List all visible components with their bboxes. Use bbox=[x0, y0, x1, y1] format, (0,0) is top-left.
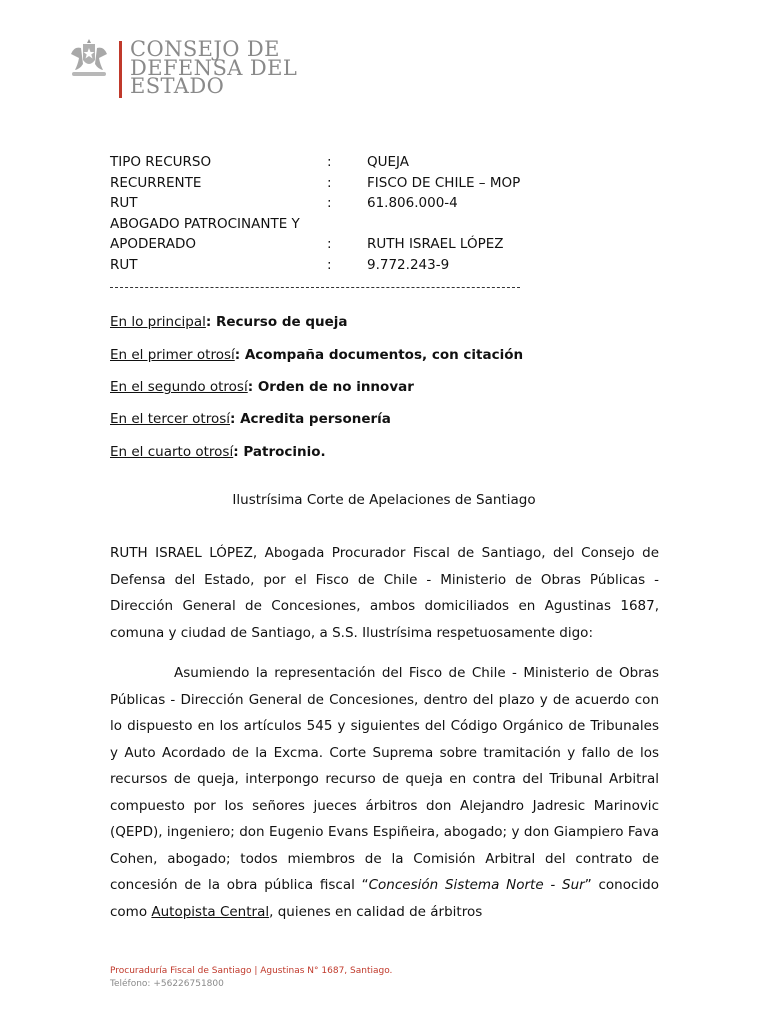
field-colon: : bbox=[327, 174, 332, 191]
sumilla-text: Orden de no innovar bbox=[257, 379, 414, 395]
field-value: QUEJA bbox=[367, 154, 410, 170]
field-colon: : bbox=[327, 236, 332, 252]
sumilla-separator: : bbox=[234, 347, 245, 363]
sumilla-line bbox=[110, 379, 414, 395]
body-text: , quienes en calidad de árbitros bbox=[269, 903, 483, 920]
sumilla-label: En lo principal bbox=[110, 314, 206, 330]
field-colon: : bbox=[327, 154, 332, 170]
logo-line: DEFENSA DEL bbox=[130, 55, 298, 80]
sumilla-line bbox=[110, 411, 391, 427]
sumilla-line bbox=[110, 347, 523, 363]
sumilla-text: Acompaña documentos, con citación bbox=[244, 347, 524, 363]
intro-paragraph: RUTH ISRAEL LÓPEZ, Abogada Procurador Fiscal de Santiago, del Consejo de Defensa del Estado, por el Fisco de Chile - Ministerio de Obras Públicas - Dirección General de Concesiones, ambos domiciliados en Agustinas 1687, comuna y ciudad de Santiago, a S.S. Ilustrísima respetuosamente digo: bbox=[110, 545, 659, 641]
body-text: ” conocido como bbox=[110, 877, 659, 920]
field-colon: : bbox=[327, 195, 332, 211]
field-label: TIPO RECURSO bbox=[110, 154, 212, 170]
sumilla-separator: : bbox=[230, 411, 241, 427]
field-value: RUTH ISRAEL LÓPEZ bbox=[367, 236, 504, 252]
court-addressee: Ilustrísima Corte de Apelaciones de Santiago bbox=[232, 492, 536, 508]
sumilla-label: En el segundo otrosí bbox=[110, 379, 248, 395]
page-footer bbox=[110, 965, 392, 991]
field-colon: : bbox=[327, 256, 332, 273]
body-paragraph bbox=[110, 660, 659, 925]
logo-wordmark bbox=[130, 37, 298, 98]
sumilla-separator: : bbox=[205, 314, 216, 330]
logo-accent-bar bbox=[119, 41, 122, 98]
footer-address: Procuraduría Fiscal de Santiago | Agustinas N° 1687, Santiago. bbox=[110, 966, 393, 976]
body-italic-text: Concesión Sistema Norte - Sur bbox=[368, 877, 585, 893]
sumilla-label: En el tercer otrosí bbox=[110, 411, 230, 427]
separator-line bbox=[110, 287, 520, 288]
sumilla-text: Recurso de queja bbox=[215, 314, 348, 330]
field-label: RECURRENTE bbox=[110, 174, 202, 191]
field-label: ABOGADO PATROCINANTE Y bbox=[110, 215, 300, 232]
field-value: 61.806.000-4 bbox=[367, 195, 458, 211]
chile-coat-of-arms-icon bbox=[66, 38, 112, 80]
logo-line: ESTADO bbox=[130, 74, 225, 98]
field-label: RUT bbox=[110, 195, 138, 211]
body-underlined-text: Autopista Central bbox=[151, 903, 270, 920]
field-label: RUT bbox=[110, 256, 138, 273]
sumilla-text: Acredita personería bbox=[240, 411, 391, 427]
sumilla-line bbox=[110, 314, 348, 330]
sumilla-label: En el cuarto otrosí bbox=[110, 444, 234, 460]
footer-phone: Teléfono: +56226751800 bbox=[110, 979, 224, 989]
sumilla-line bbox=[110, 444, 326, 460]
sumilla-separator: : bbox=[247, 379, 258, 395]
sumilla-text: Patrocinio. bbox=[243, 444, 326, 460]
sumilla-label: En el primer otrosí bbox=[110, 347, 235, 363]
field-value: 9.772.243-9 bbox=[367, 256, 450, 273]
field-value: FISCO DE CHILE – MOP bbox=[367, 174, 521, 191]
sumilla-separator: : bbox=[233, 444, 244, 460]
body-text: Asumiendo la representación del Fisco de Chile - Ministerio de Obras Públicas - Dirección General de Concesiones, dentro del plazo y de acuerdo con lo dispuesto en los artículos 545 y siguientes del Código Orgánico de Tribunales y Auto Acordado de la Excma. Corte Suprema sobre tramitación y fallo de los recursos de queja, interpongo recurso de queja en contra del Tribunal Arbitral compuesto por los señores jueces árbitros don Alejandro Jadresic Marinovic (QEPD), ingeniero; don Eugenio Evans Espiñeira, abogado; y don Giampiero Fava Cohen, abogado; todos miembros de la Comisión Arbitral del contrato de concesión de la obra pública fiscal “ bbox=[110, 665, 659, 893]
logo-line: CONSEJO DE bbox=[130, 37, 280, 61]
field-label: APODERADO bbox=[110, 236, 197, 252]
